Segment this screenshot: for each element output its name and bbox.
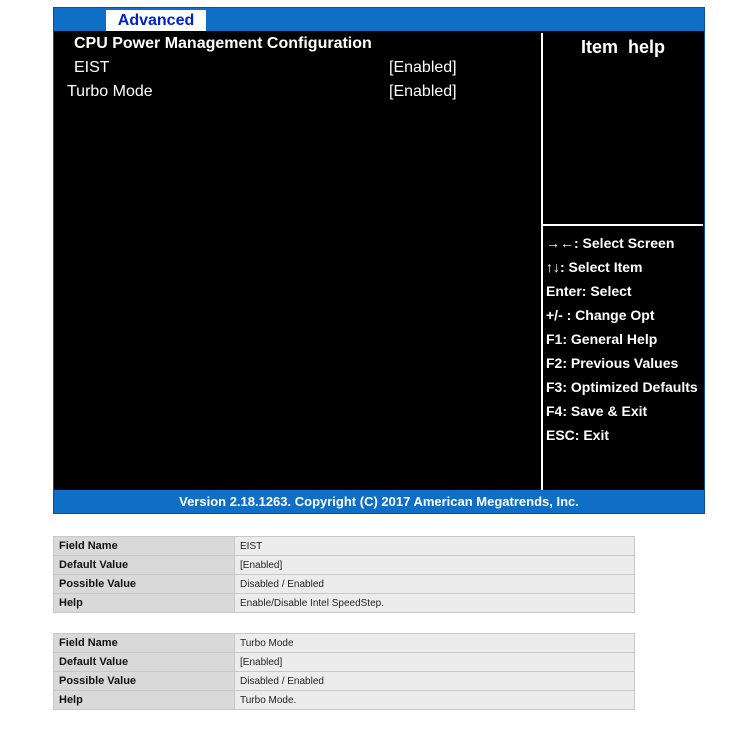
table-row [54, 556, 635, 575]
help-divider [543, 224, 703, 226]
table-key: Help [54, 594, 235, 613]
key-hint: →←: Select Screen [546, 235, 675, 251]
setting-label: EIST [74, 59, 110, 76]
field-table-eist [53, 536, 635, 613]
table-row [54, 575, 635, 594]
key-hint: ↑↓: Select Item [546, 259, 643, 275]
bios-top-bar [54, 8, 704, 31]
key-hint: F2: Previous Values [546, 355, 679, 371]
table-row [54, 594, 635, 613]
table-value: Enable/Disable Intel SpeedStep. [235, 594, 635, 613]
table-value: [Enabled] [235, 653, 635, 672]
tab-advanced[interactable]: Advanced [106, 10, 206, 31]
key-hint: F4: Save & Exit [546, 403, 648, 419]
table-row [54, 634, 635, 653]
table-row [54, 537, 635, 556]
table-key: Field Name [54, 537, 235, 556]
key-hint: +/- : Change Opt [546, 307, 655, 323]
table-row [54, 653, 635, 672]
table-row [54, 672, 635, 691]
settings-panel [54, 31, 541, 490]
table-value: [Enabled] [235, 556, 635, 575]
setting-row-eist[interactable] [54, 59, 541, 81]
help-title: Item help [580, 37, 665, 57]
table-value: Disabled / Enabled [235, 575, 635, 594]
field-table-turbo-mode [53, 633, 635, 710]
setting-label: Turbo Mode [67, 83, 153, 100]
key-hint: F3: Optimized Defaults [546, 379, 698, 395]
table-row [54, 691, 635, 710]
table-value: Turbo Mode [235, 634, 635, 653]
setting-row-turbo-mode[interactable] [54, 83, 541, 105]
table-key: Possible Value [54, 575, 235, 594]
bios-screen [53, 7, 705, 514]
key-hint: Enter: Select [546, 283, 632, 299]
table-key: Default Value [54, 653, 235, 672]
setting-value[interactable]: [Enabled] [389, 83, 457, 100]
key-hint: F1: General Help [546, 331, 658, 347]
table-value: Turbo Mode. [235, 691, 635, 710]
key-hint: ESC: Exit [546, 427, 610, 443]
section-title: CPU Power Management Configuration [74, 35, 372, 52]
setting-value[interactable]: [Enabled] [389, 59, 457, 76]
table-key: Field Name [54, 634, 235, 653]
help-panel [543, 31, 706, 490]
key-legend [546, 235, 698, 451]
table-key: Possible Value [54, 672, 235, 691]
table-value: EIST [235, 537, 635, 556]
table-value: Disabled / Enabled [235, 672, 635, 691]
table-key: Default Value [54, 556, 235, 575]
table-key: Help [54, 691, 235, 710]
bios-footer: Version 2.18.1263. Copyright (C) 2017 American Megatrends, Inc. [54, 490, 704, 513]
